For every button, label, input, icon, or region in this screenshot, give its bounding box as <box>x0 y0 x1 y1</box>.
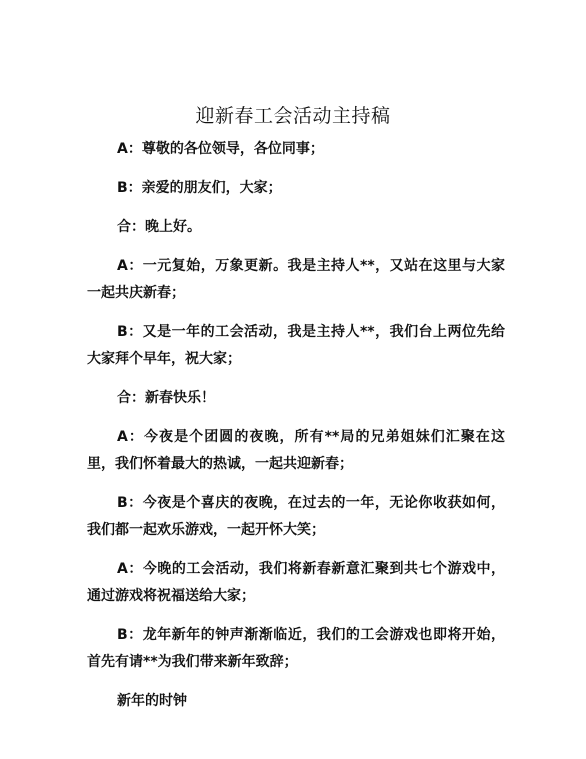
paragraph: A：今晚的工会活动，我们将新春新意汇聚到共七个游戏中，通过游戏将祝福送给大家； <box>87 561 505 604</box>
paragraph: B：今夜是个喜庆的夜晚，在过去的一年，无论你收获如何，我们都一起欢乐游戏，一起开怀大笑； <box>87 495 505 538</box>
paragraph: 合：晚上好。 <box>117 219 201 235</box>
paragraph: 合：新春快乐！ <box>117 390 215 406</box>
paragraph: B：龙年新年的钟声渐渐临近，我们的工会游戏也即将开始，首先有请**为我们带来新年致辞； <box>87 627 505 670</box>
paragraph: A：一元复始，万象更新。我是主持人**，又站在这里与大家一起共庆新春； <box>87 258 505 301</box>
paragraph: 新年的时钟 <box>117 693 187 709</box>
document-title: 迎新春工会活动主持稿 <box>195 105 391 127</box>
paragraph: A：今夜是个团圆的夜晚，所有**局的兄弟姐妹们汇聚在这里，我们怀着最大的热诚，一起共迎新春； <box>87 429 505 472</box>
document-body <box>87 136 505 727</box>
paragraph: A：尊敬的各位领导，各位同事； <box>117 141 324 157</box>
paragraph: B：又是一年的工会活动，我是主持人**，我们台上两位先给大家拜个早年，祝大家； <box>87 324 505 367</box>
paragraph: B：亲爱的朋友们，大家； <box>117 180 282 196</box>
